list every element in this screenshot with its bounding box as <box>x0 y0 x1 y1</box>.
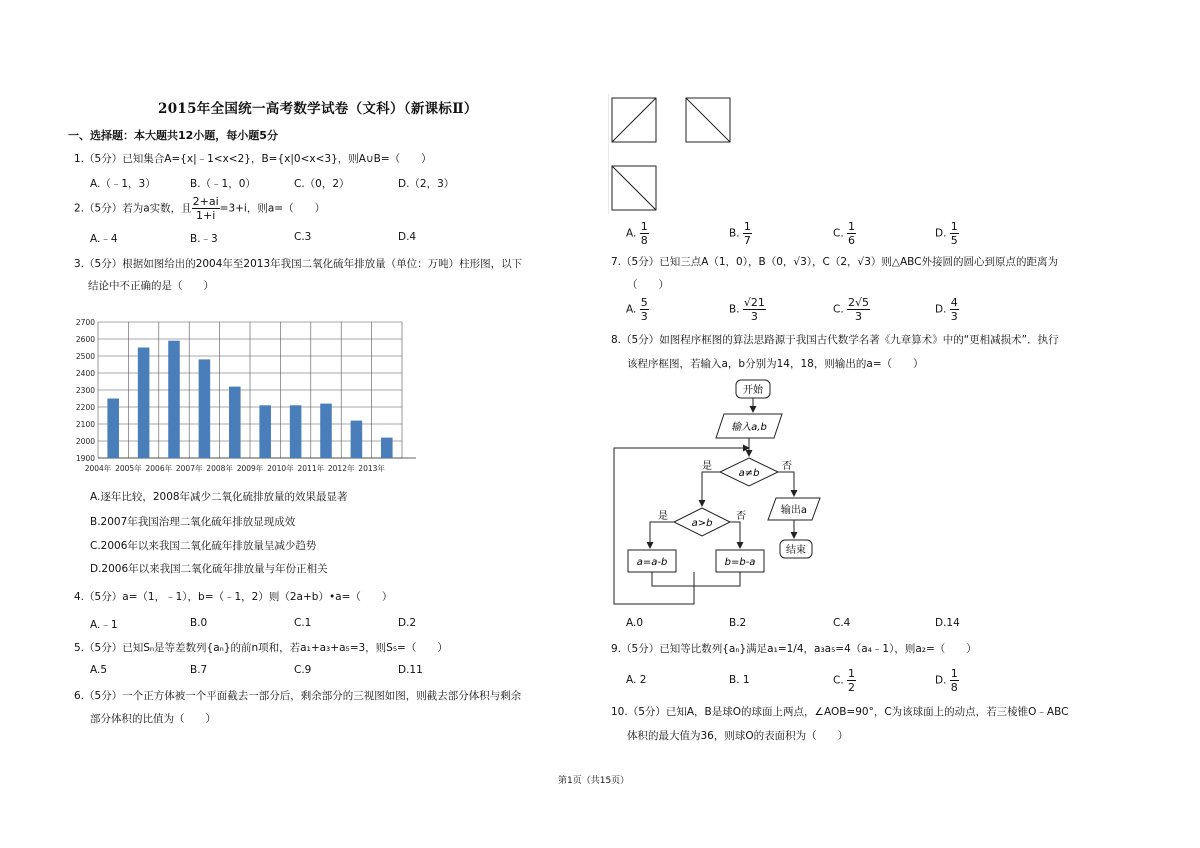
q3-option-a: A.逐年比较，2008年减少二氧化硫排放量的效果最显著 <box>90 491 348 503</box>
q7-option-b: B. $\frac{√21}{3}$ <box>729 296 765 323</box>
q1-option-a: A.（﹣1，3） <box>90 178 156 190</box>
q3-option-d: D.2006年以来我国二氧化硫年排放量与年份正相关 <box>90 563 328 575</box>
chart-bar <box>138 348 150 459</box>
flow-no-2: 否 <box>736 511 746 522</box>
q2-stem-b: =3+i，则a=（ ） <box>219 202 326 215</box>
q6-option-d: D. $\frac{1}{5}$ <box>935 220 958 247</box>
flow-assign-b-label: b=b-a <box>724 557 756 568</box>
q7-option-d: D. $\frac{4}{3}$ <box>935 296 958 323</box>
q9-option-a: A. 2 <box>626 674 647 686</box>
flow-input-label: 输入a,b <box>731 422 767 433</box>
chart-y-tick-label: 2300 <box>75 386 95 395</box>
flow-end-label: 结束 <box>786 545 806 556</box>
chart-bar <box>107 399 119 459</box>
q2-frac-num: 2+ai <box>192 195 219 208</box>
chart-x-tick-label: 2007年 <box>175 464 203 473</box>
q2-fraction <box>192 196 220 221</box>
chart-x-tick-label: 2010年 <box>267 464 294 473</box>
q5-option-a: A.5 <box>90 664 108 676</box>
q2-stem-a: 2.（5分）若为a实数，且 <box>74 202 192 215</box>
q5-option-b: B.7 <box>190 664 208 676</box>
chart-y-tick-label: 2600 <box>75 335 95 344</box>
flow-assign-a-label: a=a-b <box>636 557 668 568</box>
flow-no-1: 否 <box>782 461 792 472</box>
chart-y-tick-label: 2700 <box>75 318 95 327</box>
question-8-stem-line2: 该程序框图，若输入a，b分别为14，18，则输出的a=（ ） <box>627 358 924 370</box>
question-7-stem-line1: 7.（5分）已知三点A（1，0），B（0，√3），C（2，√3）则△ABC外接圆的圆心到原点的距离为 <box>611 256 1058 268</box>
chart-x-tick-label: 2004年 <box>84 464 112 473</box>
question-9-stem: 9.（5分）已知等比数列{aₙ}满足a₁=1/4，a₃a₅=4（a₄﹣1），则a₂=（ ） <box>611 643 977 655</box>
q2-option-d: D.4 <box>398 231 417 243</box>
q3-option-b: B.2007年我国治理二氧化硫年排放显现成效 <box>90 516 296 528</box>
flow-output-label: 输出a <box>780 505 808 516</box>
chart-y-tick-label: 2200 <box>75 403 95 412</box>
q8-option-a: A.0 <box>626 617 644 629</box>
page-footer: 第1页（共15页） <box>558 776 630 786</box>
chart-x-tick-label: 2009年 <box>236 464 264 473</box>
q2-option-c: C.3 <box>294 231 312 243</box>
chart-bar <box>259 405 271 458</box>
q8-option-c: C.4 <box>833 617 851 629</box>
flow-start-label: 开始 <box>743 385 763 396</box>
question-7-stem-line2: （ ） <box>627 279 669 291</box>
chart-bar <box>320 404 332 458</box>
chart-bar <box>290 405 302 458</box>
question-4-stem: 4.（5分）a=（1，﹣1），b=（﹣1，2）则（2a+b）•a=（ ） <box>74 591 393 603</box>
q4-option-a: A.﹣1 <box>90 619 118 631</box>
question-6-stem-line2: 部分体积的比值为（ ） <box>90 713 216 725</box>
q5-option-c: C.9 <box>294 664 312 676</box>
q2-frac-den: 1+i <box>196 209 216 222</box>
question-10-stem-line1: 10.（5分）已知A，B是球O的球面上两点，∠AOB=90°，C为该球面上的动点，若三棱锥O﹣ABC <box>611 706 1069 718</box>
chart-bar <box>199 359 211 458</box>
section-heading: 一、选择题：本大题共12小题，每小题5分 <box>68 129 278 142</box>
q7-option-c: C. $\frac{2√5}{3}$ <box>833 296 870 323</box>
page-title: 2015年全国统一高考数学试卷（文科）（新课标Ⅱ） <box>158 101 478 117</box>
chart-x-tick-label: 2005年 <box>115 464 142 473</box>
chart-y-tick-label: 2400 <box>75 369 95 378</box>
q4-option-d: D.2 <box>398 617 417 629</box>
question-3-stem-line1: 3.（5分）根据如图给出的2004年至2013年我国二氧化硫年排放量（单位：万吨）柱形图，以下 <box>74 258 523 270</box>
chart-x-tick-label: 2006年 <box>145 464 173 473</box>
chart-y-tick-label: 2100 <box>75 420 95 429</box>
flow-loop-line <box>652 572 694 586</box>
q4-option-c: C.1 <box>294 617 312 629</box>
q6-option-a: A. $\frac{1}{8}$ <box>626 220 648 247</box>
flow-decision-1-label: a≠b <box>738 468 760 479</box>
flow-yes-1: 是 <box>702 461 712 472</box>
question-6-stem-line1: 6.（5分）一个正方体被一个平面截去一部分后，剩余部分的三视图如图，则截去部分体积与剩余 <box>74 690 522 702</box>
chart-bar <box>229 387 241 458</box>
q9-option-d: D. $\frac{1}{8}$ <box>935 667 958 694</box>
chart-x-tick-label: 2008年 <box>206 464 233 473</box>
q7-option-a: A. $\frac{5}{3}$ <box>626 296 648 323</box>
q8-option-d: D.14 <box>935 617 960 629</box>
chart-x-tick-label: 2012年 <box>327 464 355 473</box>
question-2-stem <box>74 196 325 221</box>
q2-option-b: B.﹣3 <box>190 233 218 245</box>
q2-option-a: A.﹣4 <box>90 233 118 245</box>
chart-x-ticks <box>85 463 386 473</box>
top-view-square <box>612 166 656 210</box>
side-view-square <box>686 98 730 142</box>
three-view-figure <box>608 94 738 216</box>
chart-y-tick-label: 1900 <box>75 454 95 463</box>
q3-option-c: C.2006年以来我国二氧化硫年排放量呈减少趋势 <box>90 540 317 552</box>
chart-y-ticks <box>76 318 95 463</box>
chart-bar <box>168 341 180 458</box>
question-5-stem: 5.（5分）已知Sₙ是等差数列{aₙ}的前n项和，若a₁+a₃+a₅=3，则S₅=（ ） <box>74 642 448 654</box>
flow-yes-2: 是 <box>658 511 668 522</box>
q1-option-d: D.（2，3） <box>398 178 455 190</box>
q1-option-c: C.（0，2） <box>294 178 350 190</box>
q6-option-b: B. $\frac{1}{7}$ <box>729 220 751 247</box>
q5-option-d: D.11 <box>398 664 423 676</box>
q9-option-b: B. 1 <box>729 674 750 686</box>
chart-y-tick-label: 2000 <box>75 437 95 446</box>
q4-option-b: B.0 <box>190 617 208 629</box>
flow-decision-2-label: a>b <box>691 518 713 529</box>
q9-option-c: C. $\frac{1}{2}$ <box>833 667 856 694</box>
chart-bar <box>381 438 393 458</box>
question-3-stem-line2: 结论中不正确的是（ ） <box>88 280 214 292</box>
chart-bar <box>351 421 363 458</box>
question-1-stem: 1.（5分）已知集合A={x|﹣1<x<2}，B={x|0<x<3}，则A∪B=（ ） <box>74 153 432 165</box>
chart-y-tick-label: 2500 <box>75 352 95 361</box>
q6-option-c: C. $\frac{1}{6}$ <box>833 220 856 247</box>
emissions-bar-chart <box>64 314 420 480</box>
flowchart <box>608 376 838 610</box>
front-view-square <box>612 98 656 142</box>
q1-option-b: B.（﹣1，0） <box>190 178 256 190</box>
q8-option-b: B.2 <box>729 617 747 629</box>
question-10-stem-line2: 体积的最大值为36，则球O的表面积为（ ） <box>627 730 849 742</box>
chart-x-tick-label: 2011年 <box>297 464 325 473</box>
chart-x-tick-label: 2013年 <box>358 464 385 473</box>
question-8-stem-line1: 8.（5分）如图程序框图的算法思路源于我国古代数学名著《九章算术》中的“更相减损术”．执行 <box>611 334 1059 346</box>
